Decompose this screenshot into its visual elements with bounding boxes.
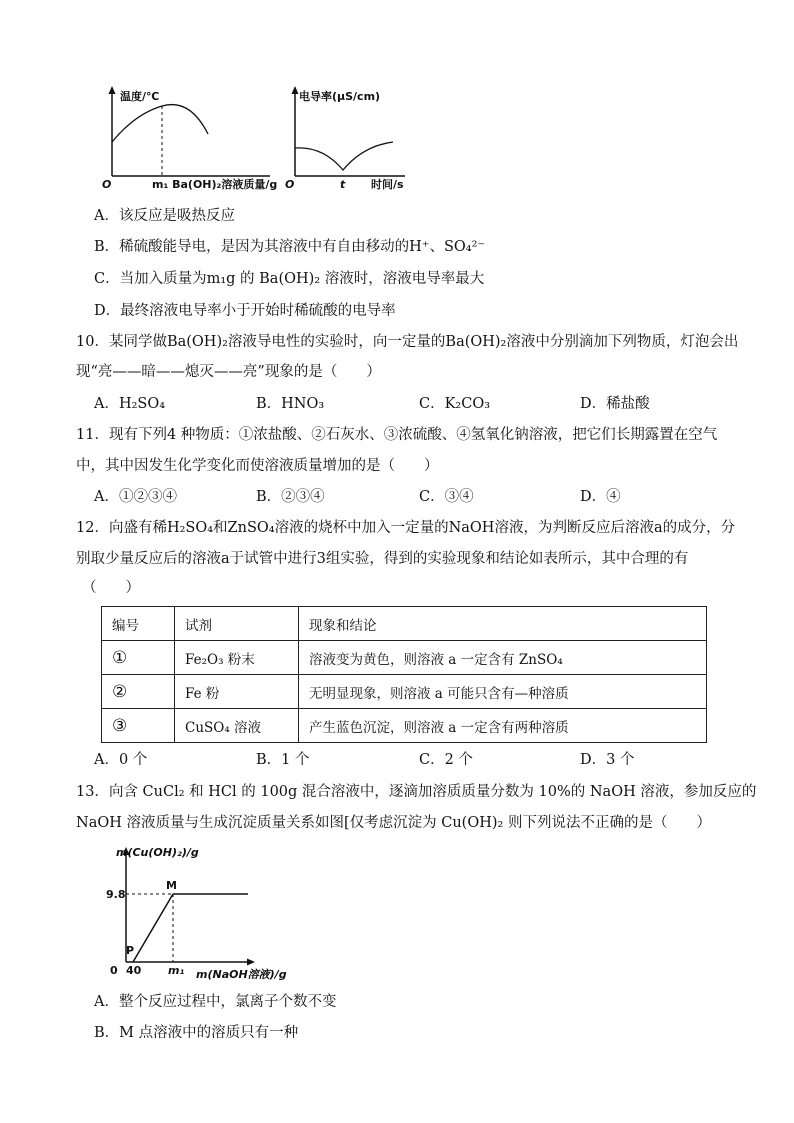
row-number: ① [102,641,175,675]
table-row [102,641,707,675]
precipitate-graph [108,842,288,982]
q9-option-d: D．最终溶液电导率小于开始时稀硫酸的电导率 [94,303,396,319]
q11-option-b: B．②③④ [256,489,325,505]
y-axis-label: m(Cu(OH)₂)/g [116,846,199,859]
q12-stem-line1: 12．向盛有稀H₂SO₄和ZnSO₄溶液的烧杯中加入一定量的NaOH溶液，为判断反应后溶液a的成分，分 [76,520,736,536]
row-observation: 无明显现象，则溶液 a 可能只含有—种溶质 [299,675,707,709]
row-number: ③ [102,709,175,743]
y-axis-label: 温度/℃ [120,90,160,103]
q13-option-a: A．整个反应过程中，氯离子个数不变 [94,994,337,1010]
temperature-graph [100,84,280,194]
header-number: 编号 [102,607,175,641]
row-reagent: Fe₂O₃ 粉末 [175,641,299,675]
q11-option-c: C．③④ [419,489,474,505]
q9-option-c: C．当加入质量为m₁g 的 Ba(OH)₂ 溶液时，溶液电导率最大 [94,271,485,287]
y-axis-label: 电导率(μS/cm) [299,90,381,103]
row-reagent: CuSO₄ 溶液 [175,709,299,743]
table-row [102,709,707,743]
x-axis-label: m₁ Ba(OH)₂溶液质量/g [152,178,278,191]
precipitate-rise-line [133,894,173,962]
q9-option-b: B．稀硫酸能导电，是因为其溶液中有自由移动的H⁺、SO₄²⁻ [94,239,486,255]
row-observation: 产生蓝色沉淀，则溶液 a 一定含有两种溶质 [299,709,707,743]
q10-option-a: A．H₂SO₄ [94,396,166,412]
t-label: t [340,178,346,191]
q9-option-a: A．该反应是吸热反应 [94,208,235,224]
q10-stem-line2: 现“亮——暗——熄灭——亮”现象的是（ ） [76,364,381,380]
row-number: ② [102,675,175,709]
q11-stem-line2: 中，其中因发生化学变化而使溶液质量增加的是（ ） [76,458,439,474]
temperature-curve [112,105,208,142]
table-header-row [102,607,707,641]
q12-option-c: C．2 个 [419,752,473,768]
point-m-label: M [166,879,177,892]
conductivity-graph [283,84,413,194]
x-tick-40: 40 [126,964,142,977]
origin-label: O [102,178,112,191]
q13-stem-line2: NaOH 溶液质量与生成沉淀质量关系如图[仅考虑沉淀为 Cu(OH)₂ 则下列说法不正确的是（ ） [76,815,711,831]
origin-label: O [285,178,295,191]
x-tick-m1: m₁ [168,964,185,977]
conductivity-curve [295,142,393,170]
y-tick-label: 9.8 [106,888,126,901]
header-reagent: 试剂 [175,607,299,641]
header-observation: 现象和结论 [299,607,707,641]
experiment-table [101,606,707,743]
row-reagent: Fe 粉 [175,675,299,709]
q12-stem-line3: （ ） [82,580,140,596]
y-axis-arrow [292,86,299,94]
q10-option-d: D．稀盐酸 [580,396,650,412]
q11-option-d: D．④ [580,489,621,505]
q13-stem-line1: 13．向含 CuCl₂ 和 HCl 的 100g 混合溶液中，逐滴加溶质质量分数为 10%的 NaOH 溶液，参加反应的 [76,784,757,800]
origin-label: 0 [110,964,118,977]
q10-option-b: B．HNO₃ [256,396,325,412]
y-axis-arrow [109,86,116,94]
q10-stem-line1: 10．某同学做Ba(OH)₂溶液导电性的实验时，向一定量的Ba(OH)₂溶液中分别滴加下列物质，灯泡会出 [76,334,739,350]
q11-option-a: A．①②③④ [94,489,177,505]
q13-option-b: B．M 点溶液中的溶质只有一种 [94,1025,299,1041]
q11-stem-line1: 11．现有下列4 种物质：①浓盐酸、②石灰水、③浓硫酸、④氢氧化钠溶液，把它们长期露置在空气 [76,427,718,443]
q12-option-d: D．3 个 [580,752,635,768]
q12-option-b: B．1 个 [256,752,310,768]
q12-stem-line2: 别取少量反应后的溶液a于试管中进行3组实验，得到的实验现象和结论如表所示，其中合理的有 [76,551,689,567]
x-axis-arrow [247,959,255,966]
x-axis-label: 时间/s [371,178,404,191]
row-observation: 溶液变为黄色，则溶液 a 一定含有 ZnSO₄ [299,641,707,675]
x-axis-label: m(NaOH溶液)/g [196,968,287,981]
q10-option-c: C．K₂CO₃ [419,396,491,412]
point-p-label: P [126,944,135,957]
table-row [102,675,707,709]
q12-option-a: A．0 个 [94,752,148,768]
